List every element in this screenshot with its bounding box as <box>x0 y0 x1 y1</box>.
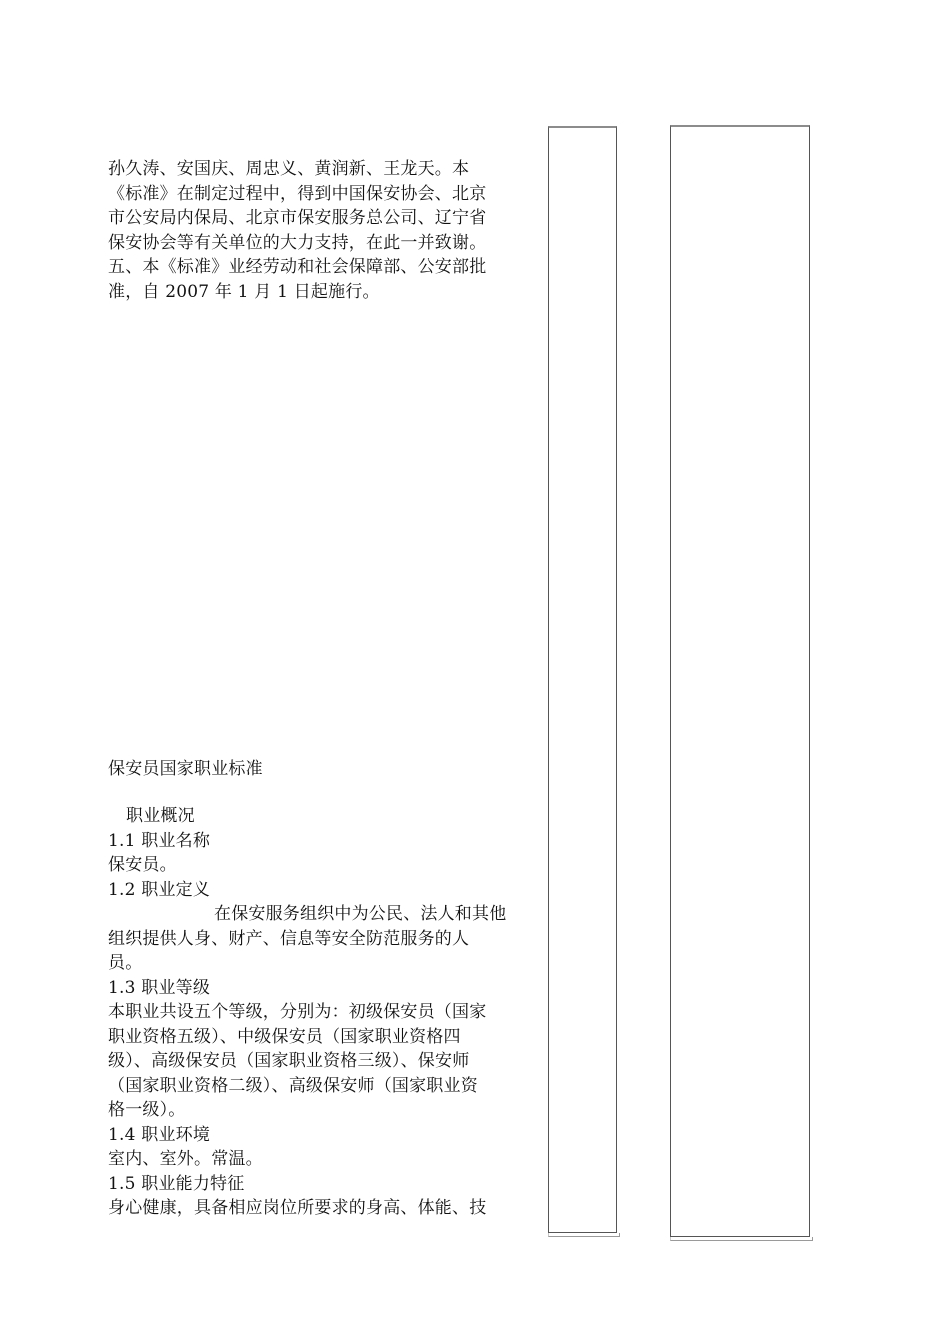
text-line: 准，自 2007 年 1 月 1 日起施行。 <box>108 281 380 302</box>
acknowledgement-paragraph <box>108 157 538 304</box>
subsection-body: 本职业共设五个等级，分别为：初级保安员（国家 <box>108 1002 487 1022</box>
subsection-body: 保安员。 <box>108 855 177 875</box>
section-heading: 职业概况 <box>126 806 195 826</box>
text-line: 市公安局内保局、北京市保安服务总公司、辽宁省 <box>108 208 487 228</box>
margin-frame-narrow <box>548 126 617 1233</box>
subsection-title: 1.1 职业名称 <box>108 830 211 851</box>
subsection-body: 格一级）。 <box>108 1100 186 1120</box>
occupation-overview-section <box>108 804 538 1221</box>
document-title-text: 保安员国家职业标准 <box>108 759 263 779</box>
subsection-body: 级）、高级保安员（国家职业资格三级）、保安师 <box>108 1051 470 1071</box>
subsection-body: 身心健康，具备相应岗位所要求的身高、体能、技 <box>108 1198 487 1218</box>
text-line: 《标准》在制定过程中，得到中国保安协会、北京 <box>108 183 487 204</box>
subsection-title: 1.5 职业能力特征 <box>108 1173 245 1194</box>
subsection-title: 1.3 职业等级 <box>108 977 211 998</box>
margin-frame-wide <box>670 125 810 1237</box>
subsection-title: 1.2 职业定义 <box>108 879 211 900</box>
text-line: 五、本《标准》业经劳动和社会保障部、公安部批 <box>108 257 487 277</box>
subsection-body: 在保安服务组织中为公民、法人和其他 <box>214 904 507 924</box>
text-line: 孙久涛、安国庆、周忠义、黄润新、王龙天。本 <box>108 159 470 179</box>
text-line: 保安协会等有关单位的大力支持，在此一并致谢。 <box>108 232 487 253</box>
subsection-body: （国家职业资格二级）、高级保安师（国家职业资 <box>108 1075 478 1096</box>
document-title <box>108 757 538 782</box>
subsection-body: 职业资格五级）、中级保安员（国家职业资格四 <box>108 1026 461 1047</box>
subsection-body: 组织提供人身、财产、信息等安全防范服务的人 <box>108 928 470 949</box>
subsection-title: 1.4 职业环境 <box>108 1124 211 1145</box>
subsection-body: 员。 <box>108 953 143 973</box>
subsection-body: 室内、室外。常温。 <box>108 1149 263 1169</box>
